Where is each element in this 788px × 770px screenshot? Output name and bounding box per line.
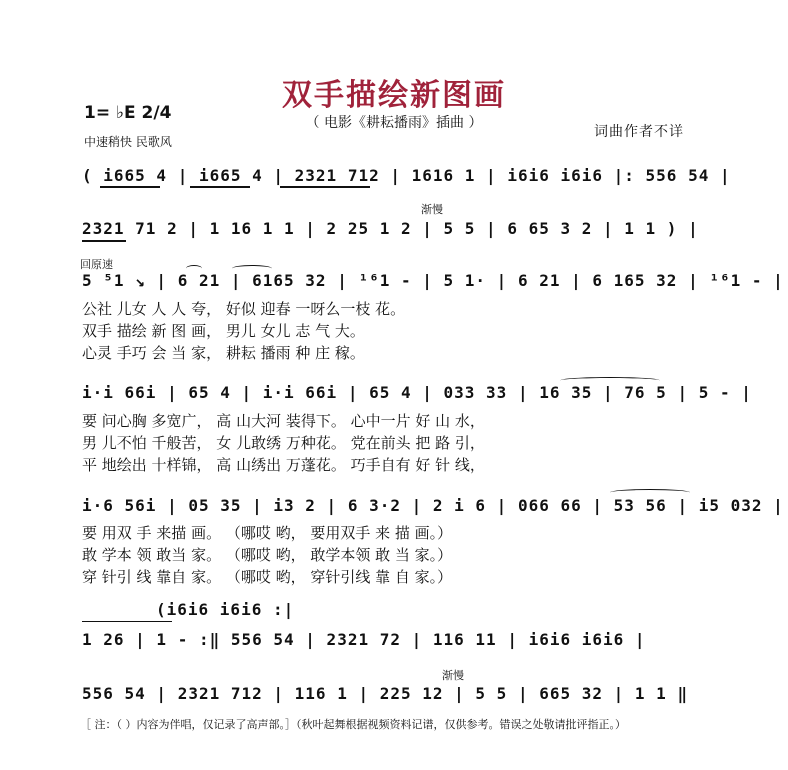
notation-row-5: i·6 56i | 05 35 | i3 2 | 6 3·2 | 2 i 6 | 066 66 | 53 56 | i5 032 | [82,496,784,515]
tie [560,377,660,384]
beam [100,186,160,188]
song-subtitle: （ 电影《耕耘播雨》插曲 ） [305,115,483,131]
key-signature: 1= ♭E 2/4 [84,103,172,123]
beam [82,240,126,242]
lyric-verse-3-line-3: 穿 针引 线 靠自 家。 （哪哎 哟， 穿针引线 靠 自 家。） [82,568,453,586]
volta-bracket [82,621,172,622]
tempo-marking: 中速稍快 民歌风 [84,135,172,149]
slur [186,265,202,272]
notation-row-2: 2321 71 2 | 1 16 1 1 | 2 25 1 2 | 5 5 | 6 65 3 2 | 1 1 ) | [82,219,699,238]
slur [610,489,690,496]
lyric-verse-1-line-2: 要 问心胸 多宽广， 高 山大河 装得下。 心中一片 好 山 水， [82,412,485,430]
notation-row-6-accompaniment: (i6i6 i6i6 :| [156,600,295,619]
mark-return: 回原速 [80,258,113,271]
notation-row-6: 1 26 | 1 - :‖ 556 54 | 2321 72 | 116 11 | i6i6 i6i6 | [82,630,646,649]
mark-slow-1: 渐慢 [421,203,443,216]
lyric-verse-2-line-1: 双手 描绘 新 图 画， 男儿 女儿 志 气 大。 [82,322,365,340]
notation-row-3: 5 ⁵1 ↘ | 6 21 | 6165 32 | ¹⁶1 - | 5 1· | 6 21 | 6 165 32 | ¹⁶1 - | [82,271,784,290]
footnote: ［ 注：（ ）内容为伴唱，仅记录了高声部。］（秋叶起舞根据视频资料记谱，仅供参考。错误之处敬请批评指正。） [80,718,626,731]
lyric-verse-3-line-1: 心灵 手巧 会 当 家， 耕耘 播雨 种 庄 稼。 [82,344,365,362]
notation-row-7: 556 54 | 2321 712 | 116 1 | 225 12 | 5 5 | 665 32 | 1 1 ‖ [82,684,689,703]
song-title: 双手描绘新图画 [282,78,506,113]
lyric-verse-1-line-3: 要 用双 手 来描 画。 （哪哎 哟， 要用双手 来 描 画。） [82,524,453,542]
notation-row-1: ( i665 4 | i665 4 | 2321 712 | 1616 1 | i6i6 i6i6 |: 556 54 | [82,166,731,185]
slur [232,265,272,272]
credits: 词曲作者不详 [594,124,684,140]
notation-row-4: i·i 66i | 65 4 | i·i 66i | 65 4 | 033 33 | 16 35 | 76 5 | 5 - | [82,383,752,402]
mark-slow-2: 渐慢 [442,669,464,682]
lyric-verse-2-line-3: 敢 学本 领 敢当 家。 （哪哎 哟， 敢学本领 敢 当 家。） [82,546,453,564]
lyric-verse-1-line-1: 公社 儿女 人 人 夸， 好似 迎春 一呀么一枝 花。 [82,300,406,318]
beam [280,186,370,188]
beam [190,186,250,188]
lyric-verse-3-line-2: 平 地绘出 十样锦， 高 山绣出 万蓬花。 巧手自有 好 针 线， [82,456,485,474]
lyric-verse-2-line-2: 男 儿不怕 千般苦， 女 儿敢绣 万种花。 党在前头 把 路 引， [82,434,485,452]
